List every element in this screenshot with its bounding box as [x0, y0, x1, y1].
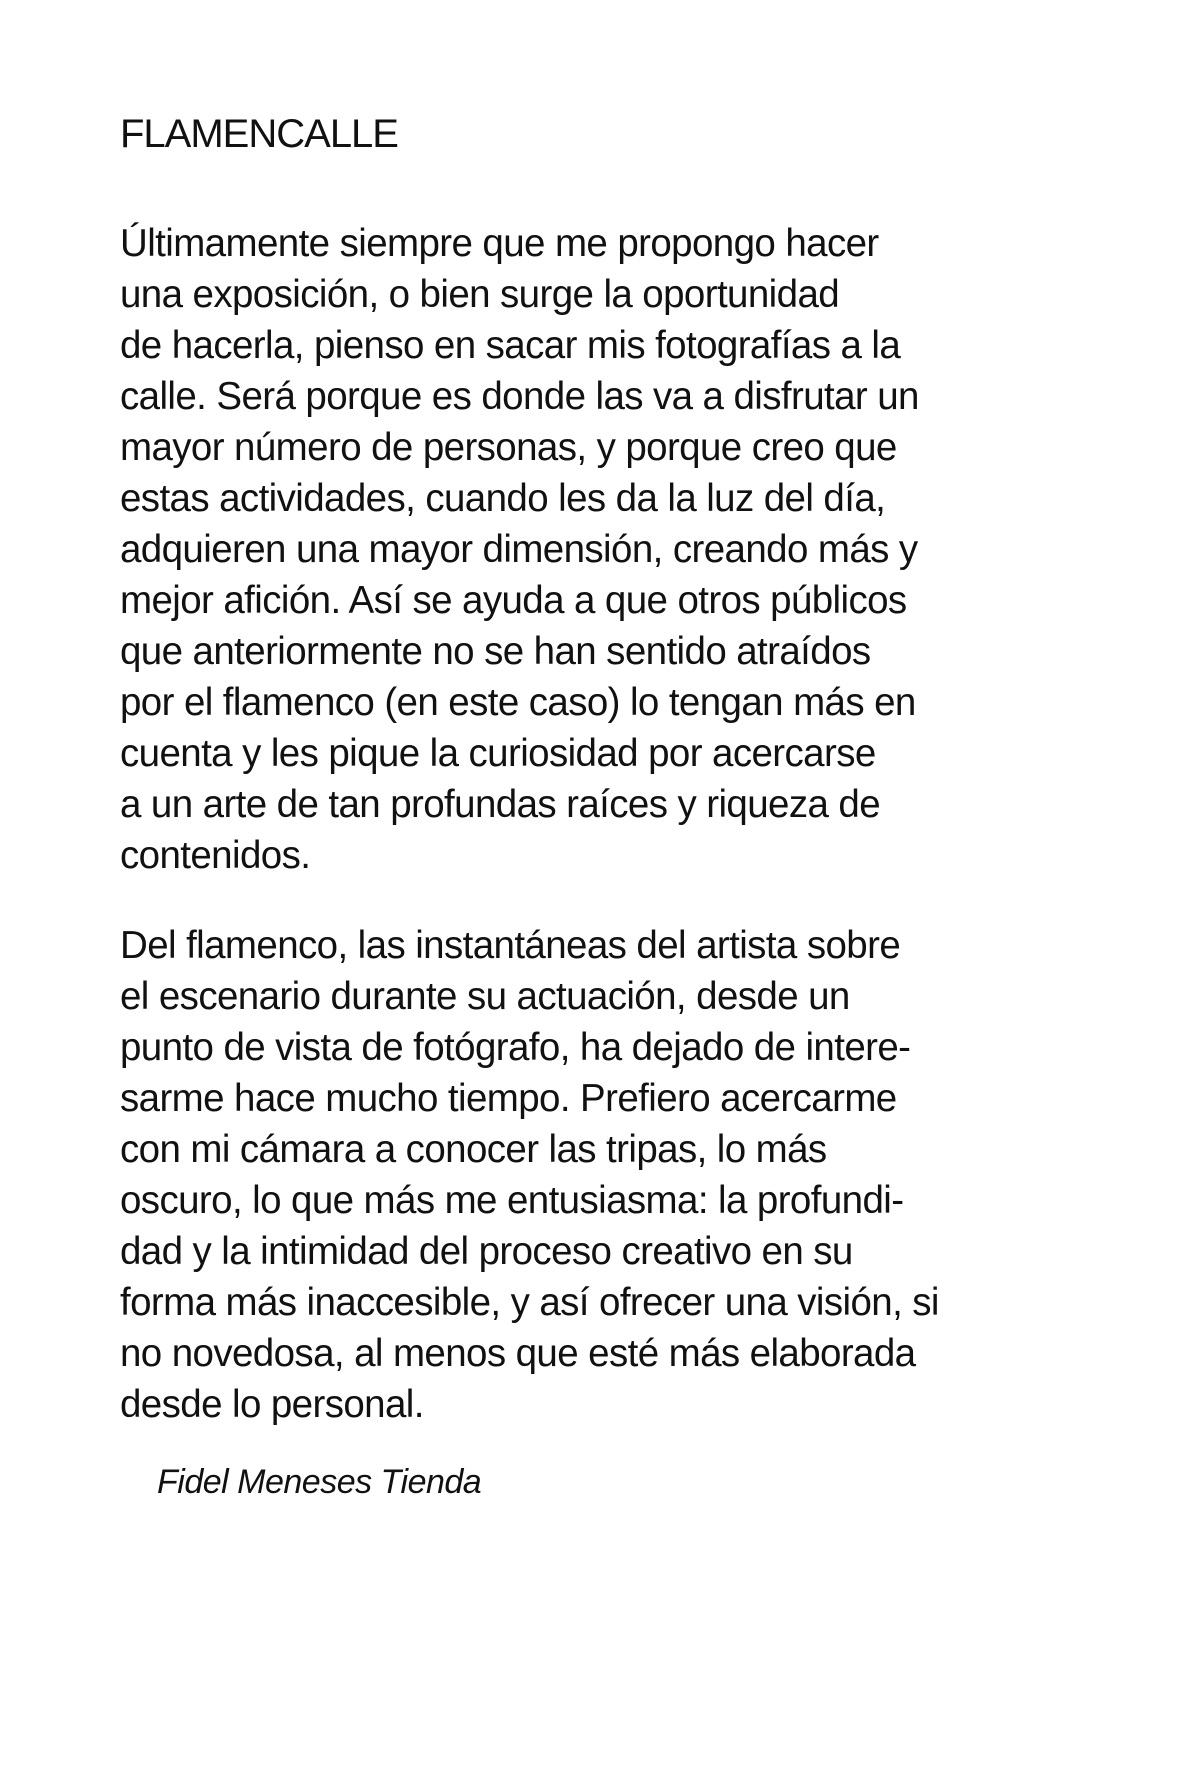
text-line: una exposición, o bien surge la oportunidad — [120, 273, 840, 316]
text-line: Últimamente siempre que me propongo hacer — [120, 222, 879, 265]
text-line: estas actividades, cuando les da la luz del día, — [120, 477, 886, 520]
text-line: mejor afición. Así se ayuda a que otros públicos — [120, 579, 907, 622]
paragraph-2 — [120, 920, 1080, 1430]
text-line: calle. Será porque es donde las va a disfrutar un — [120, 375, 919, 418]
text-line: no novedosa, al menos que esté más elaborada — [120, 1332, 916, 1375]
text-line: dad y la intimidad del proceso creativo en su — [120, 1230, 853, 1273]
author-signature: Fidel Meneses Tienda — [157, 1463, 482, 1501]
text-line: adquieren una mayor dimensión, creando más y — [120, 528, 918, 571]
text-line: Del flamenco, las instantáneas del artista sobre — [120, 924, 901, 967]
text-line: mayor número de personas, y porque creo que — [120, 426, 897, 469]
document-title: FLAMENCALLE — [120, 112, 398, 156]
text-line: el escenario durante su actuación, desde un — [120, 975, 850, 1018]
text-line: a un arte de tan profundas raíces y riqueza de — [120, 783, 881, 826]
text-line: cuenta y les pique la curiosidad por acercarse — [120, 732, 876, 775]
text-line: que anteriormente no se han sentido atraídos — [120, 630, 871, 673]
text-line: oscuro, lo que más me entusiasma: la profundi- — [120, 1179, 904, 1222]
text-line: de hacerla, pienso en sacar mis fotografías a la — [120, 324, 901, 367]
text-line: sarme hace mucho tiempo. Prefiero acercarme — [120, 1077, 897, 1120]
paragraph-1 — [120, 218, 1080, 881]
text-line: contenidos. — [120, 834, 311, 877]
text-line: desde lo personal. — [120, 1383, 424, 1426]
text-line: con mi cámara a conocer las tripas, lo más — [120, 1128, 827, 1171]
text-line: forma más inaccesible, y así ofrecer una visión, si — [120, 1281, 939, 1324]
text-line: por el flamenco (en este caso) lo tengan más en — [120, 681, 916, 724]
text-line: punto de vista de fotógrafo, ha dejado de intere- — [120, 1026, 911, 1069]
